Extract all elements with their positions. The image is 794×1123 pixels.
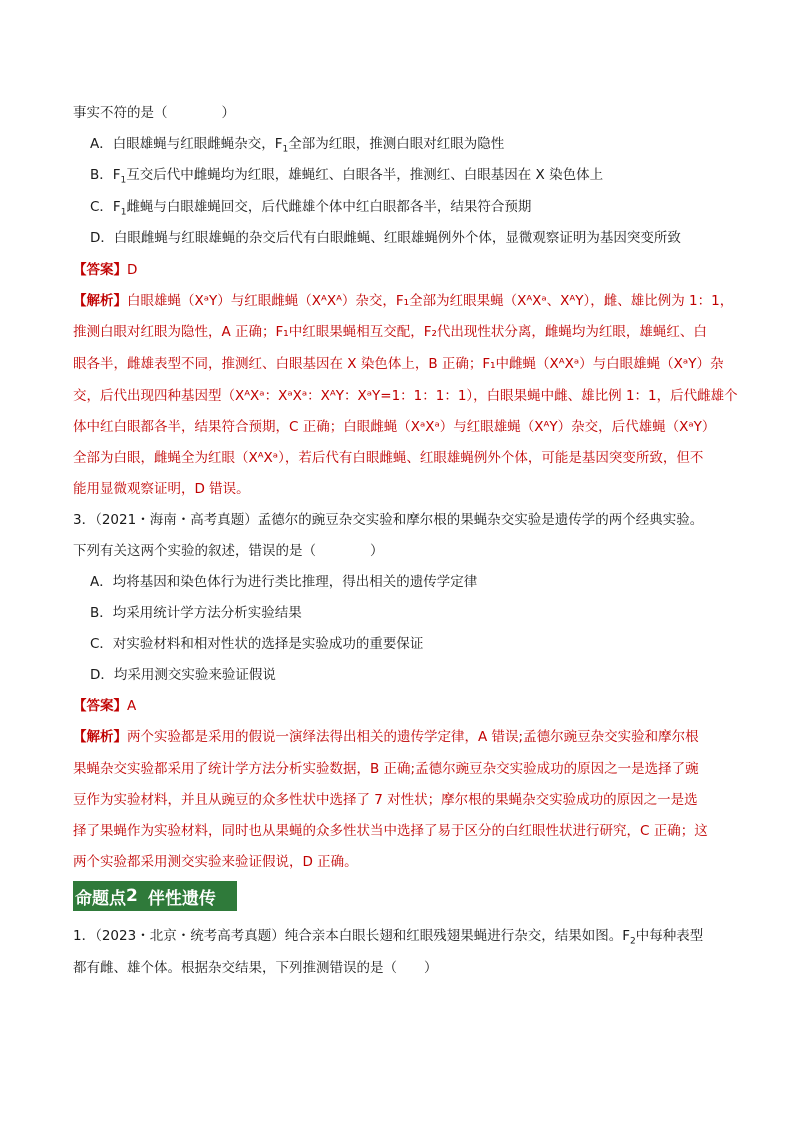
q3-analysis-line-1: 【解析】两个实验都是采用的假说一演绎法得出相关的遗传学定律，A 错误;孟德尔豌豆杂交实验和摩尔根 [73,729,699,745]
q3-option-c: C．对实验材料和相对性状的选择是实验成功的重要保证 [90,636,424,652]
q2-option-b: B．$F_1$互交后代中雌蝇均为红眼，雄蝇红、白眼各半，推测红、白眼基因在 X 染色体上 [90,167,604,186]
q3-option-b: B．均采用统计学方法分析实验结果 [90,605,302,621]
q1-stem-line-1: 1．（2023・北京・统考高考真题）纯合亲本白眼长翅和红眼残翅果蝇进行杂交，结果如图。$F_2$中每种表型 [73,928,704,947]
q2-answer: 【答案】D [73,262,138,278]
q2-stem-tail: 事实不符的是（ ） [73,105,235,121]
section-banner [73,881,237,911]
section-label: 命题点 [75,888,126,909]
section-title: 伴性遗传 [147,888,216,909]
q2-analysis-line-4: 交，后代出现四种基因型（XᴬXᵃ：XᵃXᵃ：XᴬY：XᵃY=1：1：1：1），白眼果蝇中雌、雄比例 1：1，后代雌雄个 [73,388,738,404]
q3-answer: 【答案】A [73,698,137,714]
q3-analysis-line-2: 果蝇杂交实验都采用了统计学方法分析实验数据，B 正确;孟德尔豌豆杂交实验成功的原因之一是选择了豌 [73,761,699,777]
q3-analysis-line-4: 择了果蝇作为实验材料，同时也从果蝇的众多性状当中选择了易于区分的白红眼性状进行研究，C 正确；这 [73,823,708,839]
q2-option-c: C．$F_1$雌蝇与白眼雄蝇回交，后代雌雄个体中红白眼都各半，结果符合预期 [90,199,532,218]
q2-analysis-line-5: 体中红白眼都各半，结果符合预期，C 正确；白眼雌蝇（XᵃXᵃ）与红眼雄蝇（XᴬY）杂交，后代雄蝇（XᵃY） [73,419,716,435]
q3-analysis-line-5: 两个实验都采用测交实验来验证假说，D 正确。 [73,854,358,870]
q3-stem-line-1: 3．（2021・海南・高考真题）孟德尔的豌豆杂交实验和摩尔根的果蝇杂交实验是遗传学的两个经典实验。 [73,512,704,528]
q2-analysis-line-2: 推测白眼对红眼为隐性，A 正确；F₁中红眼果蝇相互交配，F₂代出现性状分离，雌蝇均为红眼，雄蝇红、白 [73,324,707,340]
q1-stem-line-2: 都有雌、雄个体。根据杂交结果，下列推测错误的是（ ） [73,960,438,976]
q3-option-d: D．均采用测交实验来验证假说 [90,667,276,683]
q2-analysis-line-6: 全部为白眼，雌蝇全为红眼（XᴬXᵃ），若后代有白眼雌蝇、红眼雄蝇例外个体，可能是基因突变所致，但不 [73,450,704,466]
q3-stem-line-2: 下列有关这两个实验的叙述，错误的是（ ） [73,543,384,559]
q2-analysis-line-3: 眼各半，雌雄表型不同，推测红、白眼基因在 X 染色体上，B 正确；F₁中雌蝇（XᴬXᵃ）与白眼雄蝇（XᵃY）杂 [73,356,724,372]
q2-option-d: D．白眼雌蝇与红眼雄蝇的杂交后代有白眼雌蝇、红眼雄蝇例外个体，显微观察证明为基因突变所致 [90,230,681,246]
q2-option-a: A．白眼雄蝇与红眼雌蝇杂交，$F_1$全部为红眼，推测白眼对红眼为隐性 [90,136,505,155]
q2-analysis-line-1: 【解析】白眼雄蝇（XᵃY）与红眼雌蝇（XᴬXᴬ）杂交，F₁全部为红眼果蝇（XᴬXᵃ、XᴬY），雌、雄比例为 1：1， [73,293,734,309]
q2-analysis-line-7: 能用显微观察证明，D 错误。 [73,481,250,497]
q3-analysis-line-3: 豆作为实验材料，并且从豌豆的众多性状中选择了 7 对性状；摩尔根的果蝇杂交实验成功的原因之一是选 [73,792,698,808]
q3-option-a: A．均将基因和染色体行为进行类比推理，得出相关的遗传学定律 [90,574,478,590]
section-number: 2 [126,886,138,906]
